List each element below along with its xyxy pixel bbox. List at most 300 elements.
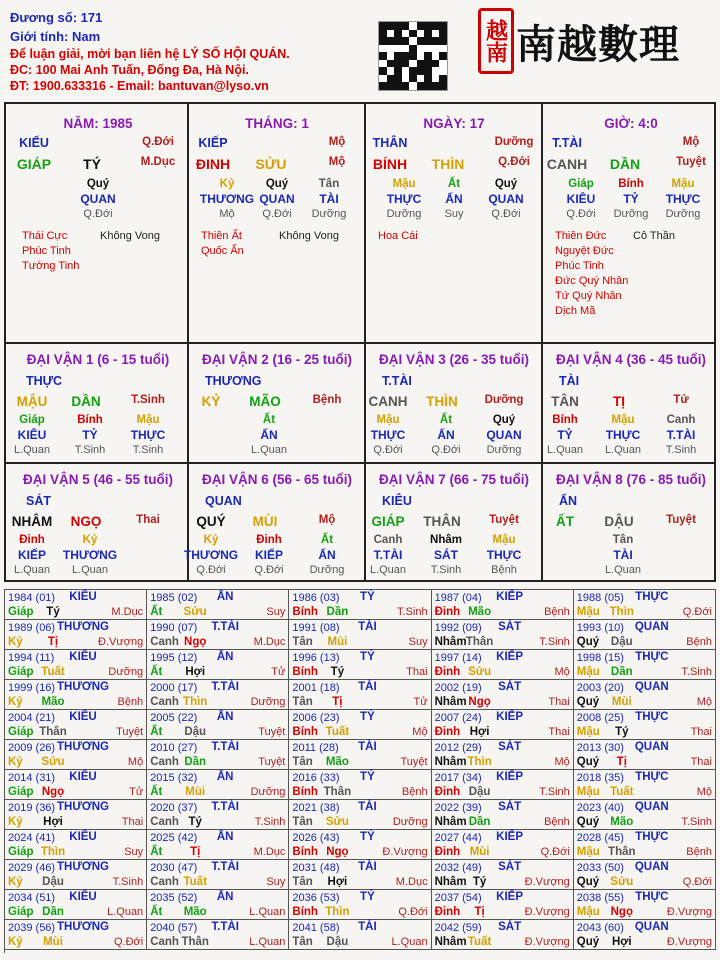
year-label: 2032 (49) — [434, 862, 482, 874]
year-cell — [432, 800, 574, 830]
auspicious-star: Đức Quý Nhân — [555, 275, 629, 287]
year-cell — [574, 770, 716, 800]
year-stage: Bệnh — [117, 696, 144, 708]
dai-van-branch: TỊ — [613, 394, 625, 409]
dai-van-branch: MÙI — [252, 514, 278, 529]
year-stage: Đ.Vượng — [666, 936, 712, 948]
dai-van-hidden-stage: Q.Đới — [254, 564, 284, 576]
year-label: 2008 (25) — [576, 712, 624, 724]
year-stem: Bính — [292, 906, 318, 918]
year-stage: M.Dục — [253, 636, 286, 648]
auspicious-star: Thái Cực — [22, 230, 68, 242]
year-label: 1990 (07) — [150, 622, 198, 634]
hidden-stage: Q.Đới — [491, 208, 521, 220]
year-ten-god: KIẾP — [496, 831, 524, 843]
dai-van-hidden-god: TỶ — [82, 428, 98, 442]
heavenly-stem: BÍNH — [372, 156, 408, 172]
year-stem: Canh — [150, 936, 179, 948]
dai-van-stem: ẤT — [556, 514, 574, 529]
year-label: 2037 (54) — [434, 892, 482, 904]
dai-van-hidden-stem: Ất — [262, 414, 276, 426]
year-branch: Sửu — [468, 666, 492, 678]
year-branch: Tuất — [325, 726, 350, 738]
hidden-stem: Kỷ — [219, 178, 235, 190]
dai-van-hidden-stage: Q.Đới — [373, 444, 403, 456]
dai-van-hidden-god: T.TÀI — [373, 548, 403, 562]
contact-line-3: ĐT: 1900.633316 - Email: bantuvan@lyso.vn — [10, 79, 269, 93]
dai-van-stage: Mộ — [318, 514, 336, 526]
year-stem: Ất — [150, 846, 163, 858]
dai-van-hidden-stem: Ất — [439, 414, 453, 426]
year-cell — [289, 590, 431, 620]
year-branch: Tý — [188, 816, 202, 828]
year-label: 2016 (33) — [292, 772, 340, 784]
dai-van-hidden-stage: Dưỡng — [309, 564, 345, 576]
year-label: 2021 (38) — [292, 802, 340, 814]
year-ten-god: THƯƠNG — [57, 801, 109, 813]
year-ten-god: THỰC — [635, 591, 669, 603]
year-stem: Đinh — [434, 786, 461, 798]
year-label: 2030 (47) — [150, 862, 198, 874]
year-stage: Thai — [121, 816, 144, 828]
year-stage: Mộ — [412, 726, 428, 738]
year-stem: Mậu — [576, 726, 600, 738]
auspicious-star: Phúc Tinh — [555, 260, 604, 272]
year-ten-god: SÁT — [498, 921, 522, 933]
dai-van-hidden-stem: Kỷ — [203, 534, 219, 546]
year-label: 2039 (56) — [8, 922, 56, 934]
year-stage: Dưỡng — [250, 786, 286, 798]
year-cell — [5, 740, 147, 770]
year-stem: Bính — [292, 726, 318, 738]
year-stage: T.Sinh — [681, 816, 712, 828]
year-branch: Ngọ — [184, 636, 207, 648]
dai-van-title: ĐẠI VẬN 7 (66 - 75 tuổi) — [378, 472, 530, 487]
year-ten-god: THỰC — [635, 831, 669, 843]
year-label: 1998 (15) — [576, 652, 624, 664]
year-stage: M.Dục — [111, 606, 144, 618]
dai-van-hidden-stage: L.Quan — [13, 444, 51, 456]
dai-van-hidden-god: THỰC — [130, 428, 166, 442]
dai-van-hidden-stem: Kỷ — [82, 534, 98, 546]
hidden-stage: Mộ — [219, 208, 235, 220]
dai-van-hidden-stage: Dưỡng — [486, 444, 522, 456]
year-label: 2004 (21) — [8, 712, 56, 724]
year-branch: Thìn — [467, 756, 492, 768]
year-stem: Bính — [292, 606, 318, 618]
year-stem: Mậu — [576, 666, 600, 678]
year-stage: Tử — [129, 786, 144, 798]
year-stem: Quý — [576, 816, 600, 828]
dai-van-hidden-stage: T.Sinh — [74, 444, 106, 456]
year-branch: Tý — [472, 876, 487, 888]
year-cell — [147, 920, 289, 950]
year-label: 2018 (35) — [576, 772, 624, 784]
dai-van-cell — [366, 464, 543, 582]
dai-van-stem: CANH — [368, 394, 408, 409]
dai-van-stage: Bệnh — [312, 394, 342, 406]
year-stem: Giáp — [8, 786, 34, 798]
year-cell — [289, 800, 431, 830]
dai-van-title: ĐẠI VẬN 1 (6 - 15 tuổi) — [26, 352, 170, 367]
year-stage: Thai — [690, 726, 712, 738]
year-stage: Tuyệt — [116, 726, 144, 738]
year-stem: Nhâm — [434, 876, 467, 888]
pillar-title: NGÀY: 17 — [423, 116, 485, 131]
year-branch: Mão — [325, 756, 349, 768]
year-stem: Bính — [292, 846, 318, 858]
year-stem: Bính — [292, 666, 318, 678]
year-stem: Giáp — [8, 666, 34, 678]
year-cell — [5, 770, 147, 800]
year-branch: Mùi — [185, 786, 206, 798]
year-ten-god: TÀI — [358, 681, 377, 693]
year-ten-god: QUAN — [634, 921, 669, 933]
dai-van-hidden-stage: L.Quan — [604, 564, 642, 576]
year-cell — [432, 830, 574, 860]
year-stem: Ất — [150, 606, 163, 618]
pillar-title: THÁNG: 1 — [245, 116, 309, 131]
year-cell — [147, 800, 289, 830]
year-branch: Hợi — [611, 936, 632, 948]
year-stem: Giáp — [8, 906, 34, 918]
hidden-ten-god: TỶ — [623, 192, 639, 206]
year-label: 2010 (27) — [150, 742, 198, 754]
earthly-branch: SỬU — [255, 156, 287, 172]
year-ten-god: KIÊU — [69, 651, 97, 663]
year-stage: Suy — [124, 846, 144, 858]
hidden-stem: Quý — [265, 178, 289, 190]
dai-van-hidden-stem: Bính — [552, 414, 578, 426]
star-extra: Không Vong — [100, 230, 160, 242]
year-stem: Đinh — [434, 906, 461, 918]
dai-van-branch: THÂN — [423, 514, 461, 529]
year-ten-god: ẤN — [216, 771, 234, 783]
year-label: 2033 (50) — [576, 862, 624, 874]
year-cell — [147, 590, 289, 620]
hidden-stage: Dưỡng — [386, 208, 422, 220]
year-branch: Ngọ — [610, 906, 633, 918]
dai-van-title: ĐẠI VẬN 6 (56 - 65 tuổi) — [201, 472, 353, 487]
hidden-ten-god: THỰC — [665, 192, 701, 206]
stem-stage: Mộ — [682, 136, 700, 148]
year-branch: Mão — [183, 906, 207, 918]
dai-van-hidden-stem: Đinh — [256, 534, 282, 546]
year-stage: Tử — [413, 696, 428, 708]
year-branch: Dần — [326, 606, 349, 618]
year-cell — [432, 860, 574, 890]
auspicious-star: Thiên Ất — [201, 230, 242, 242]
pillar-title: NĂM: 1985 — [63, 116, 133, 131]
year-cell — [289, 890, 431, 920]
year-cell — [5, 920, 147, 950]
stem-stage: Q.Đới — [142, 136, 174, 148]
year-branch: Mùi — [43, 936, 63, 948]
year-cell — [574, 710, 716, 740]
year-cell — [574, 830, 716, 860]
year-ten-god: THỰC — [635, 651, 669, 663]
year-branch: Tuất — [467, 936, 492, 948]
year-ten-god: SÁT — [498, 681, 522, 693]
year-stage: Thai — [690, 756, 712, 768]
year-stage: Mộ — [696, 786, 712, 798]
hidden-ten-god: KIÊU — [566, 192, 596, 206]
year-stage: Q.Đới — [682, 606, 712, 618]
pillar-cell — [543, 104, 720, 342]
year-stage: Dưỡng — [392, 816, 428, 828]
year-branch: Mùi — [327, 636, 348, 648]
year-stage: T.Sinh — [539, 786, 570, 798]
dai-van-cell — [543, 344, 720, 462]
year-branch: Ngọ — [41, 786, 65, 798]
dai-van-branch: DẬU — [604, 514, 634, 529]
year-cell — [289, 770, 431, 800]
year-stage: Tuyệt — [400, 756, 428, 768]
year-stem: Kỷ — [8, 816, 23, 828]
year-ten-god: SÁT — [498, 801, 522, 813]
year-branch: Dậu — [468, 786, 491, 798]
year-stage: Mộ — [554, 666, 570, 678]
year-ten-god: QUAN — [634, 621, 669, 633]
branch-stage: Q.Đới — [498, 156, 530, 168]
auspicious-star: Phúc Tinh — [22, 245, 71, 257]
year-stage: Đ.Vượng — [666, 906, 712, 918]
year-cell — [5, 860, 147, 890]
hidden-ten-god: THỰC — [386, 192, 422, 206]
year-label: 2041 (58) — [292, 922, 340, 934]
dai-van-hidden-stem: Quý — [492, 414, 516, 426]
branch-stage: M.Dục — [140, 156, 176, 168]
year-stage: M.Dục — [253, 846, 286, 858]
year-label: 1987 (04) — [434, 592, 482, 604]
year-stage: Mộ — [696, 696, 712, 708]
year-ten-god: KIÊU — [69, 771, 97, 783]
year-stem: Đinh — [434, 666, 461, 678]
year-cell — [289, 650, 431, 680]
year-stem: Kỷ — [8, 636, 23, 648]
year-cell — [289, 710, 431, 740]
subject-number: Đương số: 171 — [10, 10, 103, 25]
year-ten-god: THỰC — [635, 711, 669, 723]
year-branch: Thìn — [325, 906, 350, 918]
year-stem: Giáp — [8, 846, 34, 858]
year-cell — [289, 740, 431, 770]
year-stage: Dưỡng — [250, 696, 286, 708]
year-ten-god: T.TÀI — [211, 621, 239, 633]
year-ten-god: THỰC — [635, 891, 669, 903]
year-ten-god: THƯƠNG — [57, 921, 109, 933]
year-stage: Suy — [266, 876, 286, 888]
year-label: 1992 (09) — [434, 622, 482, 634]
year-label: 1985 (02) — [150, 592, 198, 604]
pillar-title: GIỜ: 4:0 — [604, 116, 658, 131]
year-stage: T.Sinh — [681, 666, 712, 678]
year-ten-god: KIẾP — [496, 591, 524, 603]
year-stem: Canh — [150, 636, 179, 648]
year-label: 2015 (32) — [150, 772, 198, 784]
chart-grid — [4, 102, 716, 582]
year-branch: Hợi — [327, 876, 348, 888]
dai-van-stem: KỶ — [201, 394, 221, 409]
year-stem: Nhâm — [434, 816, 467, 828]
dai-van-cell — [189, 344, 366, 462]
year-branch: Tý — [330, 666, 345, 678]
auspicious-star: Thiên Đức — [555, 230, 607, 242]
year-ten-god: KIẾP — [496, 711, 524, 723]
year-stem: Kỷ — [8, 876, 23, 888]
year-ten-god: KIẾP — [496, 771, 524, 783]
year-cell — [5, 680, 147, 710]
dai-van-hidden-god: KIÊU — [17, 428, 47, 442]
dai-van-hidden-stage: T.Sinh — [430, 564, 462, 576]
dai-van-hidden-god: THỰC — [486, 548, 522, 562]
dai-van-hidden-god: TỶ — [557, 428, 573, 442]
year-ten-god: TÀI — [358, 861, 377, 873]
year-branch: Hợi — [185, 666, 206, 678]
year-label: 2025 (42) — [150, 832, 198, 844]
dai-van-title: ĐẠI VẬN 5 (46 - 55 tuổi) — [22, 472, 174, 487]
year-ten-god: ẤN — [216, 591, 234, 603]
year-stem: Tân — [292, 636, 313, 648]
year-cell — [432, 590, 574, 620]
dai-van-hidden-stage: T.Sinh — [132, 444, 164, 456]
year-branch: Sửu — [610, 876, 634, 888]
contact-line-1: Để luận giải, mời bạn liên hệ LÝ SỐ HỘI QUÁN. — [10, 47, 290, 61]
dai-van-branch: THÌN — [426, 394, 458, 409]
ten-god-stem: T.TÀI — [552, 136, 582, 150]
dai-van-hidden-stem: Tân — [612, 534, 634, 546]
year-stage: Thai — [548, 726, 570, 738]
year-stage: Suy — [266, 606, 286, 618]
year-cell — [574, 620, 716, 650]
year-stem: Kỷ — [8, 696, 23, 708]
year-cell — [289, 860, 431, 890]
dai-van-cell — [10, 464, 187, 582]
hidden-stage: Dưỡng — [311, 208, 347, 220]
dai-van-hidden-stage: Q.Đới — [196, 564, 226, 576]
dai-van-branch: NGỌ — [70, 514, 102, 529]
year-stage: T.Sinh — [254, 816, 286, 828]
year-ten-god: QUAN — [634, 861, 669, 873]
year-label: 2003 (20) — [576, 682, 624, 694]
heavenly-stem: CANH — [546, 156, 588, 172]
year-stage: Đ.Vượng — [98, 636, 144, 648]
year-ten-god: QUAN — [634, 801, 669, 813]
year-stem: Canh — [150, 816, 179, 828]
year-label: 1995 (12) — [150, 652, 198, 664]
year-stem: Mậu — [576, 846, 600, 858]
stem-stage: Dưỡng — [494, 136, 534, 148]
dai-van-hidden-stem: Canh — [666, 414, 696, 426]
year-ten-god: SÁT — [498, 741, 522, 753]
year-label: 1991 (08) — [292, 622, 340, 634]
year-cell — [574, 680, 716, 710]
year-label: 2002 (19) — [434, 682, 482, 694]
hidden-ten-god: ẤN — [445, 192, 463, 206]
year-stage: Suy — [408, 636, 428, 648]
dai-van-hidden-god: KIẾP — [254, 548, 284, 562]
year-cell — [432, 710, 574, 740]
year-ten-god: T.TÀI — [211, 801, 239, 813]
year-cell — [432, 770, 574, 800]
hidden-stem: Quý — [86, 178, 110, 190]
year-stem: Nhâm — [434, 756, 467, 768]
year-branch: Tị — [616, 756, 627, 768]
year-label: 2027 (44) — [434, 832, 482, 844]
year-stem: Quý — [576, 936, 600, 948]
year-branch: Mão — [610, 816, 634, 828]
dai-van-hidden-stem: Bính — [77, 414, 103, 426]
year-cell — [432, 740, 574, 770]
year-label: 2019 (36) — [8, 802, 56, 814]
year-label: 2038 (55) — [576, 892, 624, 904]
year-label: 1989 (06) — [8, 622, 56, 634]
dai-van-branch: MÃO — [249, 394, 281, 409]
year-stem: Kỷ — [8, 936, 23, 948]
year-label: 2013 (30) — [576, 742, 624, 754]
year-label: 2024 (41) — [8, 832, 56, 844]
dai-van-hidden-god: ẤN — [437, 428, 455, 442]
dai-van-hidden-god: THƯƠNG — [62, 548, 118, 562]
dai-van-hidden-stage: L.Quan — [250, 444, 288, 456]
year-stem: Kỷ — [8, 756, 23, 768]
year-branch: Sửu — [183, 606, 207, 618]
year-stem: Ất — [150, 726, 163, 738]
dai-van-branch: DẦN — [71, 394, 101, 409]
hidden-stem: Mậu — [392, 178, 416, 190]
dai-van-hidden-god: KIẾP — [17, 548, 47, 562]
year-branch: Mùi — [469, 846, 490, 858]
year-cell — [574, 650, 716, 680]
year-cell — [289, 620, 431, 650]
dai-van-cell — [366, 344, 543, 462]
year-cell — [147, 650, 289, 680]
year-cell — [574, 860, 716, 890]
year-label: 2006 (23) — [292, 712, 340, 724]
year-label: 2034 (51) — [8, 892, 56, 904]
year-stem: Canh — [150, 696, 179, 708]
auspicious-star: Nguyệt Đức — [555, 245, 614, 257]
year-cell — [432, 680, 574, 710]
year-ten-god: THỰC — [635, 771, 669, 783]
hidden-stage: Q.Đới — [566, 208, 596, 220]
heavenly-stem: GIÁP — [16, 156, 52, 172]
dai-van-cell — [10, 344, 187, 462]
annual-grid — [4, 589, 716, 953]
dai-van-hidden-stem: Đinh — [19, 534, 45, 546]
contact-line-2: ĐC: 100 Mai Anh Tuấn, Đống Đa, Hà Nội. — [10, 63, 249, 77]
year-stem: Ất — [150, 906, 163, 918]
year-stage: Q.Đới — [113, 936, 144, 948]
year-label: 1986 (03) — [292, 592, 340, 604]
year-ten-god: TÀI — [358, 921, 377, 933]
dai-van-hidden-stage: L.Quan — [604, 444, 642, 456]
year-branch: Mão — [41, 696, 65, 708]
year-branch: Dần — [468, 816, 491, 828]
year-ten-god: ẤN — [216, 651, 234, 663]
year-cell — [147, 710, 289, 740]
hidden-stem: Giáp — [568, 178, 594, 190]
ten-god-stem: KIẾU — [19, 136, 49, 150]
year-label: 2005 (22) — [150, 712, 198, 724]
year-branch: Tị — [47, 636, 59, 648]
year-ten-god: ẤN — [216, 711, 234, 723]
year-stem: Đinh — [434, 606, 461, 618]
year-stage: M.Dục — [395, 876, 428, 888]
year-ten-god: TỶ — [360, 591, 375, 603]
year-branch: Hợi — [469, 726, 490, 738]
year-ten-god: T.TÀI — [211, 741, 239, 753]
